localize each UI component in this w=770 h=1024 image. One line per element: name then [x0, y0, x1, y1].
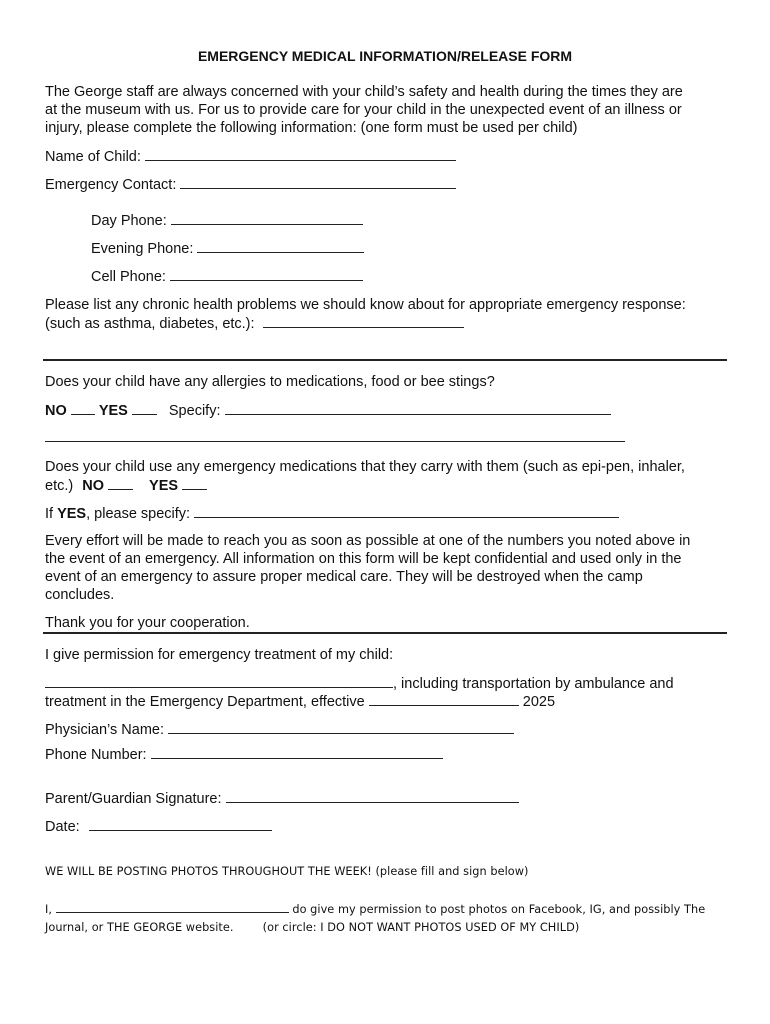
day-phone-label: Day Phone:: [91, 213, 167, 229]
phone-number-row: [45, 745, 443, 764]
chronic-line-1: Please list any chronic health problems we should know about for appropriate emergency response:: [45, 297, 686, 313]
date-row: [45, 817, 272, 836]
evening-phone-field[interactable]: [197, 239, 364, 253]
photo-permission-row: [45, 901, 705, 919]
emergency-contact-label: Emergency Contact:: [45, 177, 177, 193]
treatment-label: treatment in the Emergency Department, effective: [45, 694, 365, 710]
photos-notice: WE WILL BE POSTING PHOTOS THROUGHOUT THE WEEK! (please fill and sign below): [45, 865, 529, 878]
allergy-row: [45, 401, 611, 420]
physician-field[interactable]: [168, 720, 514, 734]
chronic-row: [45, 314, 464, 333]
physician-label: Physician’s Name:: [45, 722, 165, 738]
day-phone-field[interactable]: [171, 211, 363, 225]
form-title: EMERGENCY MEDICAL INFORMATION/RELEASE FORM: [197, 48, 573, 64]
emergency-contact-field[interactable]: [180, 175, 456, 189]
day-phone-row: [91, 211, 363, 230]
effective-date-field[interactable]: [369, 692, 519, 706]
photo-i-label: I,: [45, 903, 53, 916]
name-of-child-row: [45, 147, 456, 166]
if-label: If: [45, 506, 54, 522]
cell-phone-field[interactable]: [170, 267, 363, 281]
signature-field[interactable]: [226, 789, 519, 803]
evening-phone-row: [91, 239, 364, 258]
thanks-text: Thank you for your cooperation.: [45, 615, 250, 631]
meds-etc-label: etc.): [45, 478, 74, 494]
chronic-label: (such as asthma, diabetes, etc.):: [45, 316, 255, 332]
transport-text: , including transportation by ambulance and: [393, 676, 674, 692]
date-label: Date:: [45, 819, 80, 835]
photo-name-field[interactable]: [56, 902, 289, 913]
section-divider-1: [43, 359, 727, 361]
meds-row: [45, 476, 207, 495]
cell-phone-row: [91, 267, 363, 286]
allergy-yes-label: YES: [98, 403, 128, 419]
photo-line-2[interactable]: Journal, or THE GEORGE website. (or circle: I DO NOT WANT PHOTOS USED OF MY CHILD): [45, 921, 580, 934]
meds-line-1: Does your child use any emergency medications that they carry with them (such as epi-pen, inhaler,: [45, 459, 685, 475]
please-specify-label: , please specify:: [86, 506, 191, 522]
effort-line-3: event of an emergency to assure proper medical care. They will be destroyed when the camp: [45, 569, 643, 585]
permission-text: I give permission for emergency treatment of my child:: [45, 647, 394, 663]
intro-line-2: at the museum with us. For us to provide care for your child in the unexpected event of an illness or: [45, 102, 682, 118]
phone-number-field[interactable]: [151, 745, 443, 759]
meds-no-field[interactable]: [108, 476, 133, 490]
intro-line-3: injury, please complete the following information: (one form must be used per child): [45, 120, 578, 136]
please-specify-field[interactable]: [194, 504, 619, 518]
section-divider-2: [43, 632, 727, 634]
if-yes-row: [45, 504, 619, 523]
name-of-child-label: Name of Child:: [45, 149, 141, 165]
allergy-specify-label: Specify:: [168, 403, 221, 419]
effort-line-4: concludes.: [45, 587, 115, 603]
phone-number-label: Phone Number:: [45, 747, 147, 763]
treatment-row: [45, 692, 555, 711]
allergy-specify-field[interactable]: [225, 401, 611, 415]
emergency-contact-row: [45, 175, 456, 194]
effort-line-1: Every effort will be made to reach you as soon as possible at one of the numbers you noted above in: [45, 533, 691, 549]
allergy-yes-field[interactable]: [132, 401, 157, 415]
allergy-question: Does your child have any allergies to medications, food or bee stings?: [45, 374, 495, 390]
allergy-no-label: NO: [45, 403, 67, 419]
intro-line-1: The George staff are always concerned with your child’s safety and health during the times they are: [45, 84, 683, 100]
meds-yes-field[interactable]: [182, 476, 207, 490]
signature-row: [45, 789, 519, 808]
allergy-extra-line: [45, 428, 625, 447]
allergy-extra-field[interactable]: [45, 428, 625, 442]
name-of-child-field[interactable]: [145, 147, 456, 161]
allergy-no-field[interactable]: [71, 401, 95, 415]
permission-child-field[interactable]: [45, 674, 393, 688]
if-yes-label: YES: [57, 506, 87, 522]
cell-phone-label: Cell Phone:: [91, 269, 166, 285]
meds-no-label: NO: [82, 478, 104, 494]
physician-row: [45, 720, 514, 739]
photo-permission-text: do give my permission to post photos on Facebook, IG, and possibly The: [292, 903, 706, 916]
chronic-field[interactable]: [263, 314, 464, 328]
date-field[interactable]: [89, 817, 272, 831]
meds-yes-label: YES: [149, 478, 179, 494]
effective-year: 2025: [522, 694, 556, 710]
signature-label: Parent/Guardian Signature:: [45, 791, 222, 807]
evening-phone-label: Evening Phone:: [91, 241, 194, 257]
effort-line-2: the event of an emergency. All information on this form will be kept confidential and used only in the: [45, 551, 682, 567]
child-name-row: [45, 674, 674, 693]
